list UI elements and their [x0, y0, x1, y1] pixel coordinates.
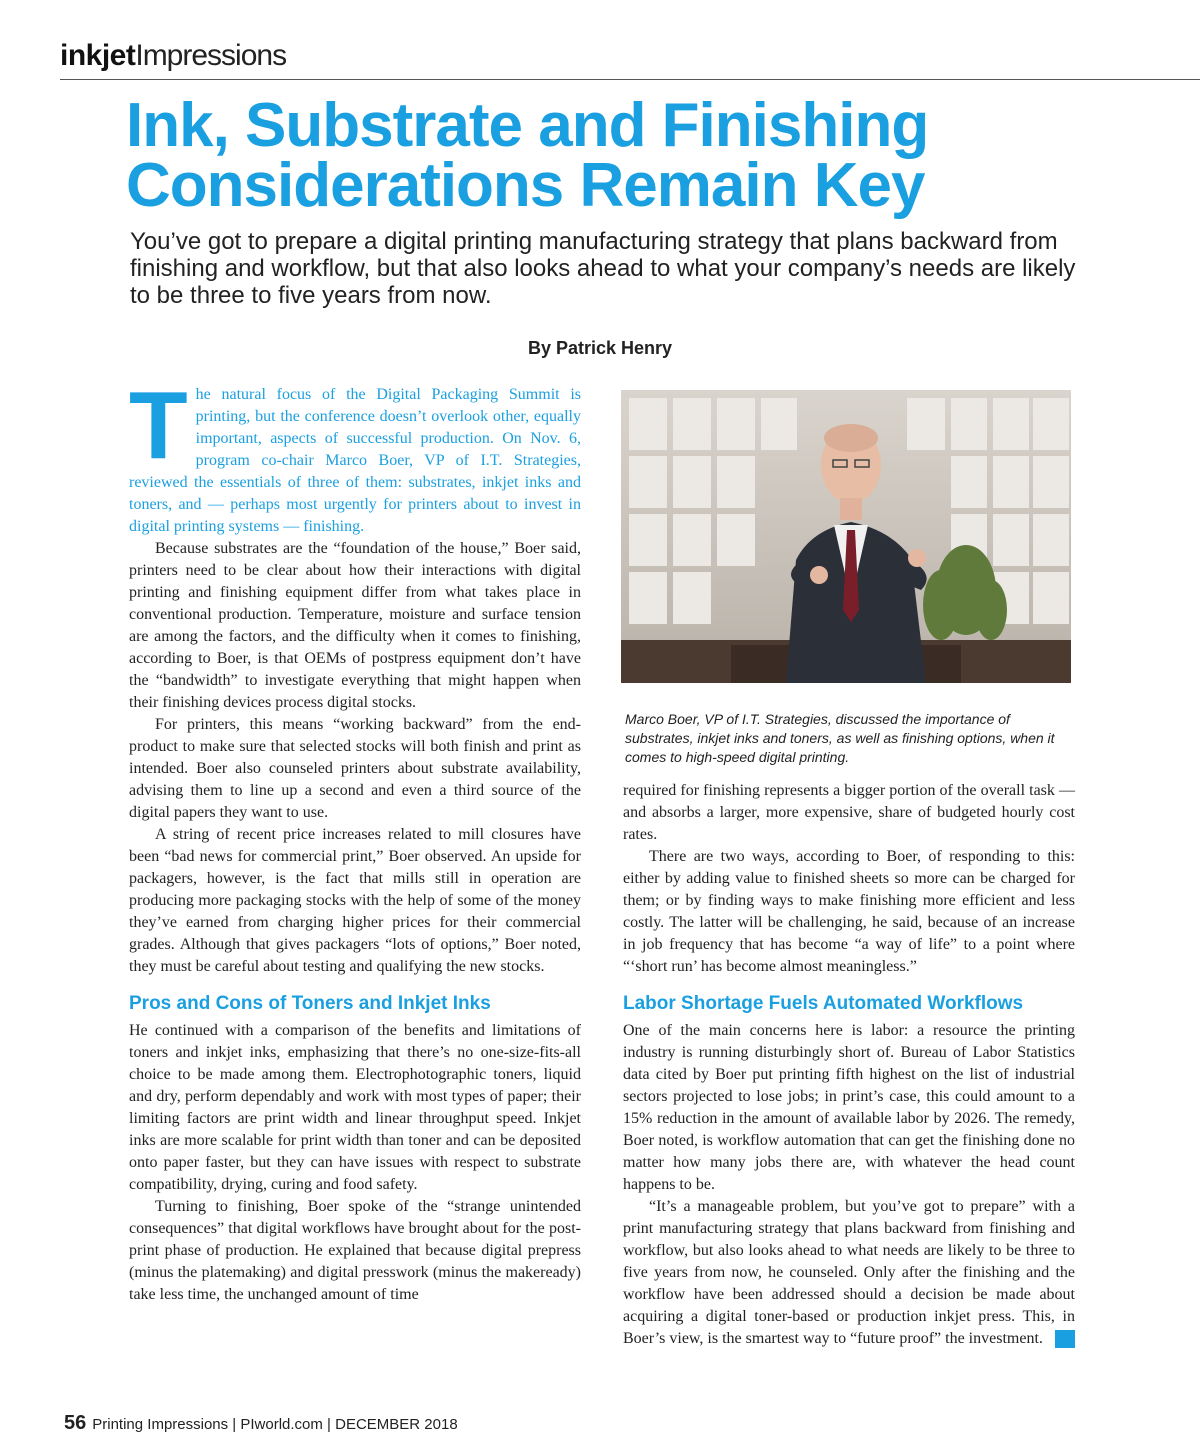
- footer-text: Printing Impressions | PIworld.com | DECEMBER 2018: [92, 1416, 458, 1433]
- photo-caption: Marco Boer, VP of I.T. Strategies, discussed the importance of substrates, inkjet inks and toners, as well as finishing options, when it comes to high-speed digital printing.: [625, 711, 1055, 765]
- paragraph: required for finishing represents a bigger portion of the overall task — and absorbs a larger, more expensive, share of budgeted hourly cost rates.: [623, 782, 1075, 843]
- subhead-toners-inks: Pros and Cons of Toners and Inkjet Inks: [129, 993, 491, 1014]
- brand-bold: inkjet: [60, 39, 136, 72]
- headline-line-1: Ink, Substrate and Finishing: [126, 91, 929, 160]
- headline: [126, 91, 1126, 220]
- paragraph: He continued with a comparison of the benefits and limitations of toners and inkjet inks, emphasizing that there’s no one-size-fits-all choice to be made among them. Electrophotographic toners, liquid and dry, perform dependably and work with most types of paper; their limiting factors are print width and linear throughput speed. Inkjet inks are more scalable for print width than toner and can be deposited onto paper faster, but they can have issues with respect to substrate compatibility, drying, curing and food safety.: [129, 1022, 581, 1193]
- final-paragraph-text: “It’s a manageable problem, but you’ve got to prepare” with a print manufacturing strategy that plans backward from finishing and workflow, but also looks ahead to what needs are likely to be three to five years from now, he counseled. Only after the finishing and the workflow have been addressed should a decision be made about acquiring a digital toner-based or production inkjet press. This, in Boer’s view, is the smartest way to “future proof” the investment.: [623, 1198, 1075, 1347]
- brand-light: Impressions: [135, 39, 287, 72]
- running-header: [60, 36, 1200, 80]
- speaker-photo-illustration: [621, 390, 1071, 683]
- paragraph: One of the main concerns here is labor: a resource the printing industry is running disturbingly short of. Bureau of Labor Statistics data cited by Boer put printing fifth highest on the list of industrial sectors projected to lose jobs; in print’s case, this could amount to a 15% reduction in the amount of available labor by 2026. The remedy, Boer noted, is workflow automation that can get the finishing done no matter how many jobs there are, with whatever the head count happens to be.: [623, 1022, 1075, 1193]
- paragraph: There are two ways, according to Boer, of responding to this: either by adding value to finished sheets so more can be charged for them; or by finding ways to make finishing more efficient and less costly. The latter will be challenging, he said, because of an increase in job frequency that has become “a way of life” to a point where “‘short run’ has become almost meaningless.”: [623, 848, 1075, 975]
- right-column: [623, 780, 1094, 1350]
- lead-paragraph: [129, 372, 581, 538]
- deck: You’ve got to prepare a digital printing manufacturing strategy that plans backward from finishing and workflow, but that also looks ahead to what your company’s needs are likely to be three to five years from now.: [130, 228, 1076, 309]
- page-footer: [64, 1412, 458, 1435]
- left-column: [129, 372, 581, 1306]
- lead-text: he natural focus of the Digital Packaging Summit is printing, but the conference doesn’t overlook other, equally important, aspects of successful production. On Nov. 6, program co-chair Marco Boer, VP of I.T. Strategies, reviewed the essentials of three of them: substrates, inkjet inks and toners, and — perhaps most urgently for printers about to invest in digital printing systems — finishing.: [129, 386, 581, 535]
- paragraph: For printers, this means “working backward” from the end-product to make sure that selected stocks will both finish and print as intended. Boer also counseled printers about substrate availability, advising them to line up a second and even a third source of the digital papers they want to use.: [129, 716, 581, 821]
- pi-end-logo: PI: [1055, 1330, 1075, 1348]
- paragraph: A string of recent price increases related to mill closures have been “bad news for commercial print,” Boer observed. An upside for packagers, however, is the fact that mills still in operation are producing more packaging stocks with the help of some of the money they’ve earned from charging higher prices for their commercial grades. Although that gives packagers “lots of options,” Boer noted, they must be careful about testing and qualifying the new stocks.: [129, 826, 581, 975]
- byline: By Patrick Henry: [527, 338, 673, 358]
- dropcap: T: [129, 372, 188, 479]
- subhead-labor-shortage: Labor Shortage Fuels Automated Workflows: [623, 993, 1024, 1014]
- brand-logo: [60, 36, 286, 81]
- paragraph: Because substrates are the “foundation of the house,” Boer said, printers need to be clear about how their interactions with digital printing and finishing equipment differ from what takes place in conventional production. Temperature, moisture and surface tension are among the factors, and the difficulty when it comes to finishing, according to Boer, is that OEMs of postpress equipment don’t have the “bandwidth” to investigate everything that might happen when their finishing devices process digital stocks.: [129, 540, 581, 711]
- paragraph: Turning to finishing, Boer spoke of the “strange unintended consequences” that digital workflows have brought about for the post-print phase of production. He explained that because digital prepress (minus the platemaking) and digital presswork (minus the makeready) take less time, the unchanged amount of time: [129, 1198, 581, 1303]
- speaker-photo: [621, 390, 1071, 683]
- headline-line-2: Considerations Remain Key: [126, 151, 925, 220]
- paragraph-final: [623, 1196, 1094, 1350]
- page-number: 56: [64, 1412, 87, 1434]
